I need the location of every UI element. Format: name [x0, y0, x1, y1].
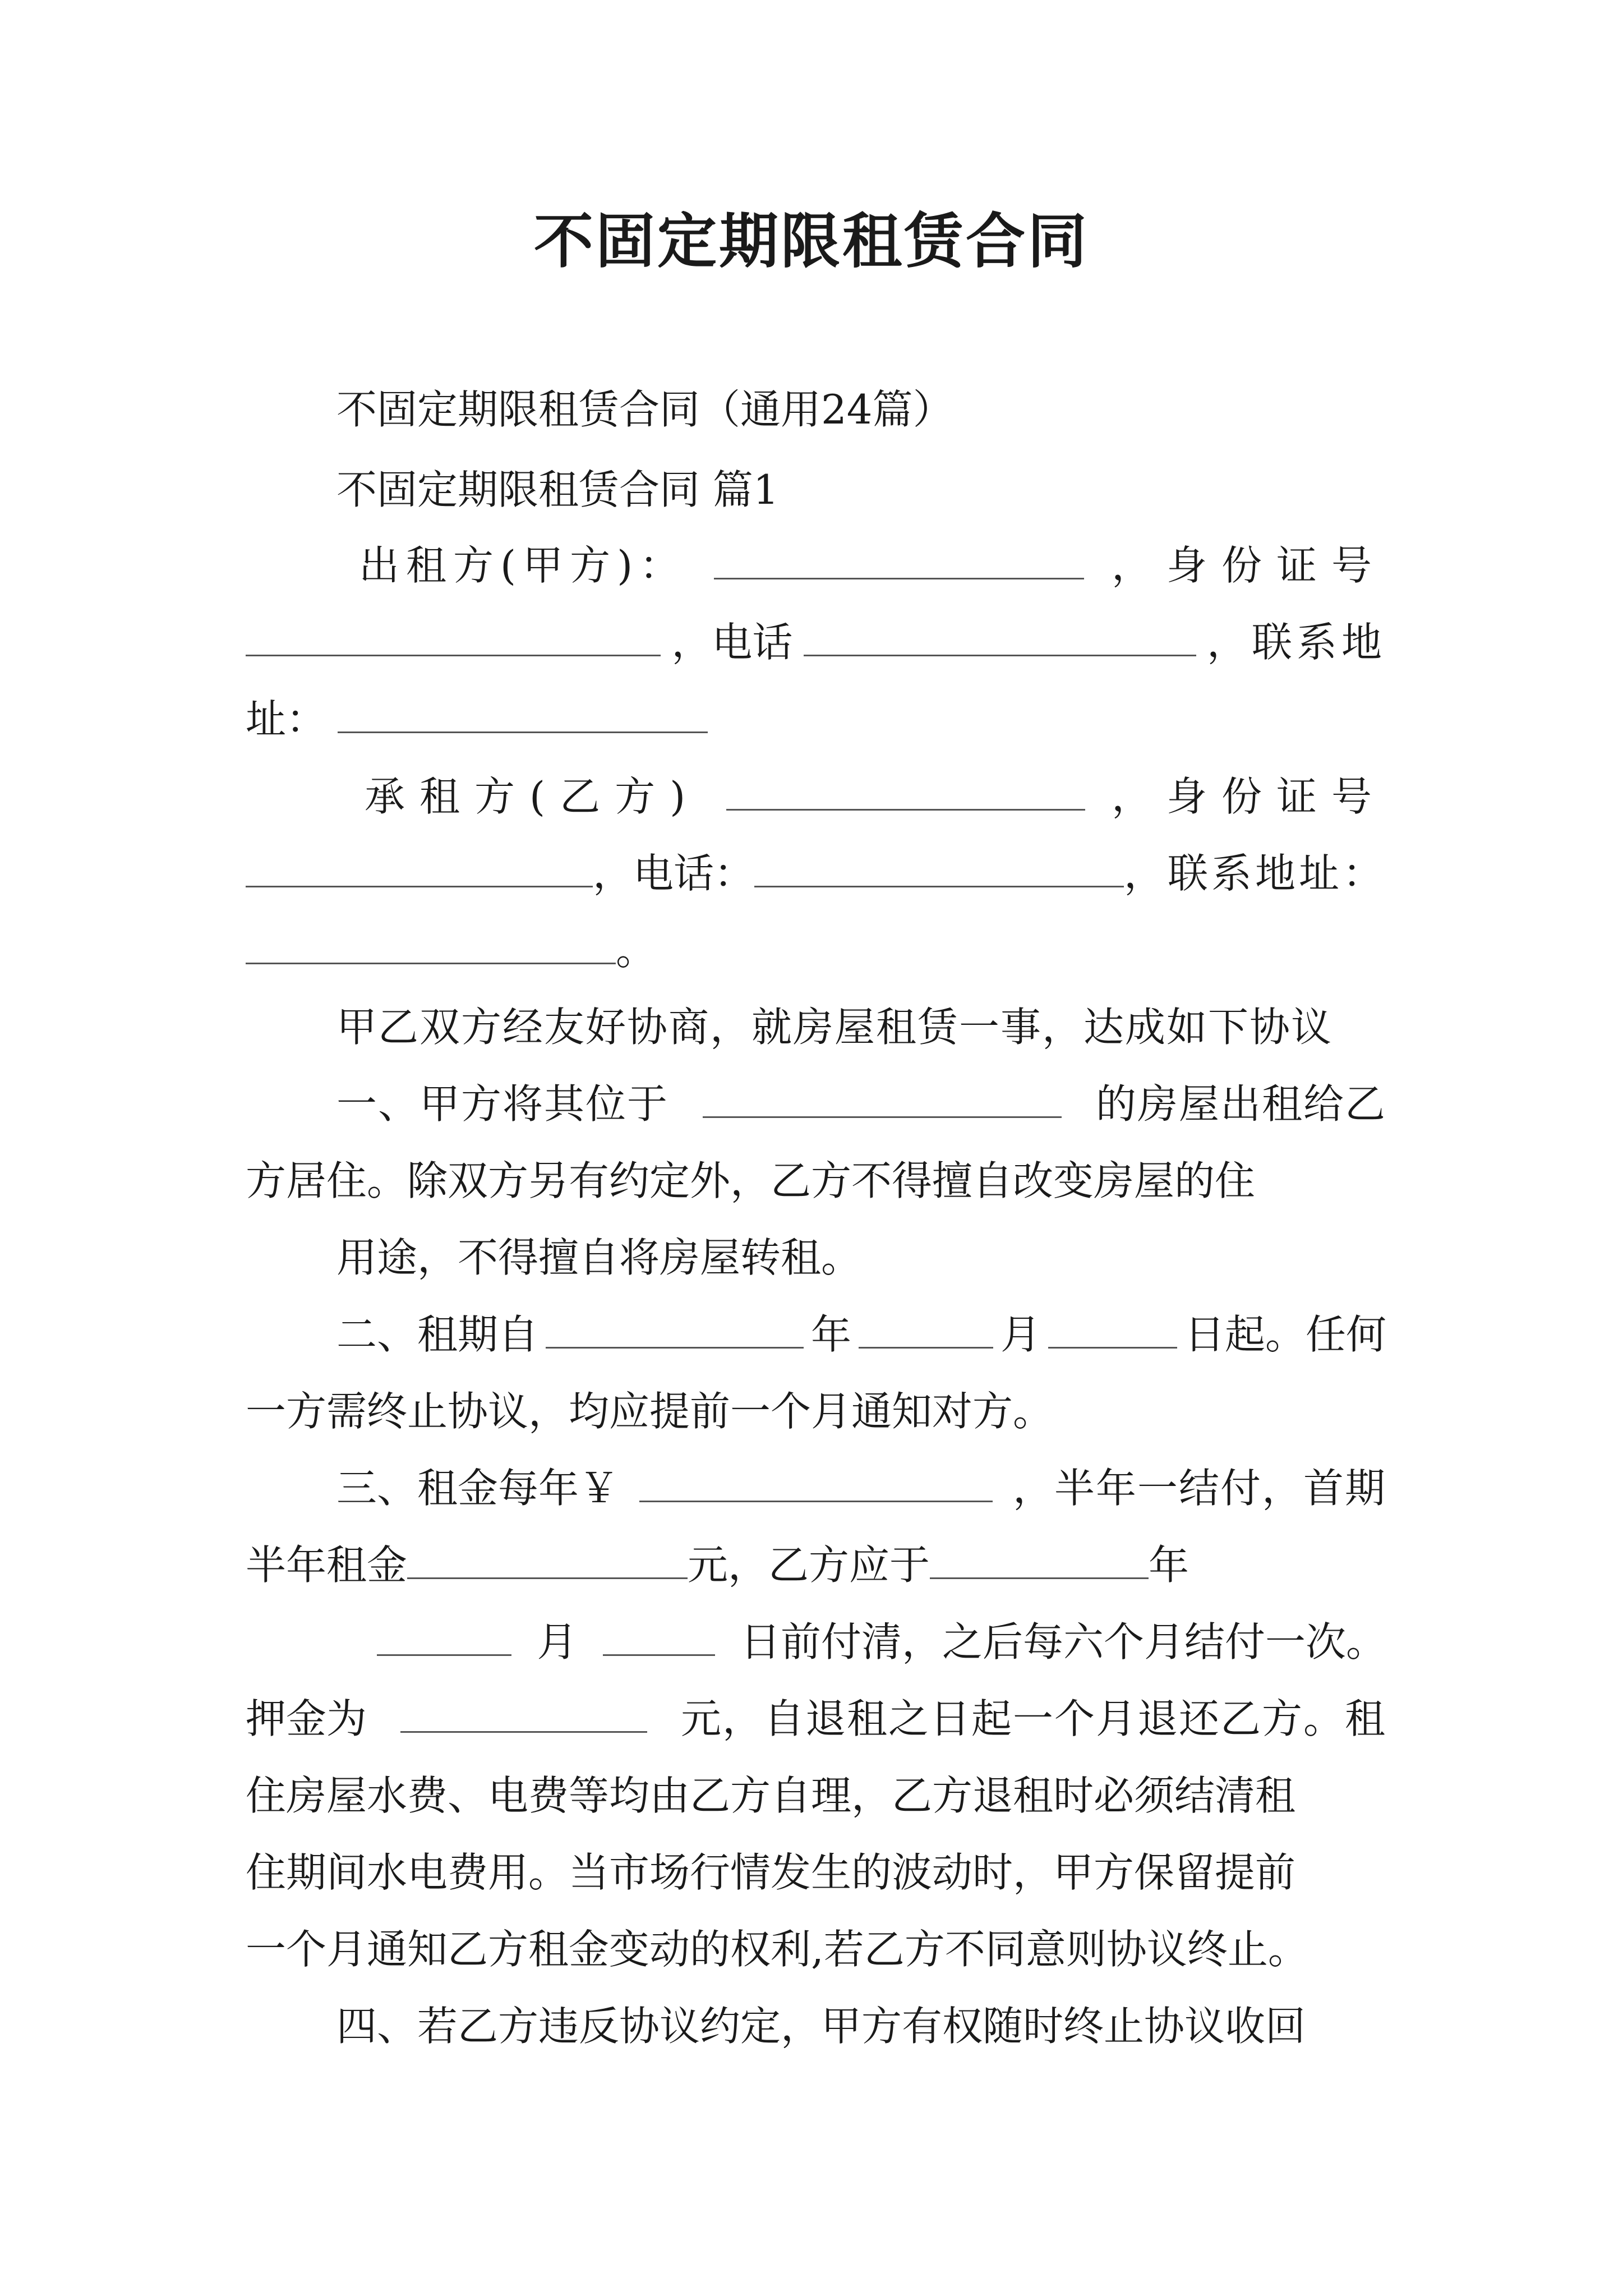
clause1-b: 的房屋出租给乙	[1095, 1080, 1386, 1128]
clause2-a: 二、租期自	[336, 1311, 539, 1358]
clause2-line-1	[336, 1306, 1386, 1363]
lessor-line-1	[359, 537, 1386, 593]
clause3-a: 三、租金每年￥	[336, 1465, 620, 1512]
lessor-address-blank	[338, 692, 708, 733]
clause4-line-1: 四、若乙方违反协议约定，甲方有权随时终止协议收回	[336, 2003, 1306, 2050]
clause1-line-3: 用途，不得擅自将房屋转租。	[336, 1234, 862, 1281]
lessee-line-1	[365, 769, 1386, 825]
agreement-intro: 甲乙双方经友好协商，就房屋租赁一事，达成如下协议	[336, 1004, 1333, 1051]
lessor-name-blank	[714, 539, 1084, 579]
clause1-line-1	[336, 1076, 1386, 1132]
clause2-day-start: 日起。任何	[1184, 1311, 1386, 1358]
lessee-address-label: ，联系地址：	[1123, 850, 1386, 897]
lessor-id-label: ，身份证号	[1111, 542, 1386, 589]
clause3-f: 日前付清，之后每六个月结付一次。	[740, 1618, 1386, 1665]
lessee-end: 。	[616, 927, 657, 974]
clause3-rent-blank	[639, 1461, 993, 1502]
lessee-label: 承租方(乙方)	[365, 773, 700, 820]
lessor-label: 出租方(甲方)：	[359, 542, 687, 589]
clause2-year: 年	[810, 1311, 851, 1358]
lessor-address-label: ，联系地	[1206, 619, 1386, 666]
clause2-month: 月	[1000, 1311, 1041, 1358]
clause3-half-rent-blank	[407, 1538, 688, 1579]
clause3-line-2	[246, 1537, 1386, 1593]
lessor-line-2	[246, 614, 1386, 670]
lessee-phone-blank	[754, 846, 1124, 887]
clause3-d: 元，乙方应于	[688, 1542, 930, 1589]
clause3-pay-day-blank	[603, 1615, 715, 1656]
document-title: 不固定期限租赁合同	[534, 206, 1089, 276]
clause3-month: 月	[537, 1618, 578, 1665]
clause3-c: 半年租金	[246, 1542, 408, 1589]
lessor-line-3	[246, 691, 1386, 747]
lessee-line-3	[246, 922, 1386, 978]
clause3-e: 年	[1149, 1542, 1189, 1589]
clause1-location-blank	[703, 1077, 1062, 1118]
lessee-id-blank	[246, 846, 593, 887]
clause3-b: ，半年一结付，首期	[1012, 1465, 1386, 1512]
clause1-line-2: 方居住。除双方另有约定外，乙方不得擅自改变房屋的住	[246, 1157, 1256, 1204]
clause3-line-4	[246, 1691, 1386, 1747]
lessor-phone-label: ，电话	[671, 619, 793, 666]
clause3-pay-month-blank	[377, 1615, 511, 1656]
lessor-phone-blank	[804, 615, 1196, 656]
lessee-phone-label: ，电话：	[593, 850, 755, 897]
clause3-g: 元，自退租之日起一个月退还乙方。租	[680, 1695, 1386, 1742]
clause3-line-5: 住房屋水费、电费等均由乙方自理，乙方退租时必须结清租	[246, 1772, 1296, 1819]
clause3-deposit: 押金为	[246, 1695, 367, 1742]
section-heading: 不固定期限租赁合同 篇1	[336, 466, 779, 513]
lessor-address-end: 址：	[246, 696, 327, 743]
lessee-name-blank	[726, 770, 1085, 811]
clause3-line-7: 一个月通知乙方租金变动的权利,若乙方不同意则协议终止。	[246, 1926, 1308, 1973]
clause2-month-blank	[859, 1308, 993, 1349]
lessee-address-blank	[246, 923, 616, 964]
clause1-a: 一、甲方将其位于	[336, 1080, 669, 1128]
clause2-day-blank	[1048, 1308, 1177, 1349]
contract-intro: 不固定期限租赁合同（通用24篇）	[336, 386, 953, 433]
lessee-id-label: ，身份证号	[1111, 773, 1386, 820]
clause3-line-3	[377, 1614, 1386, 1670]
clause3-pay-year-blank	[930, 1538, 1149, 1579]
clause3-deposit-blank	[400, 1692, 647, 1733]
clause3-line-1	[336, 1460, 1386, 1516]
clause3-line-6: 住期间水电费用。当市场行情发生的波动时，甲方保留提前	[246, 1849, 1296, 1896]
clause2-line-2: 一方需终止协议，均应提前一个月通知对方。	[246, 1388, 1054, 1435]
lessor-id-blank	[246, 615, 661, 656]
lessee-line-2	[246, 845, 1386, 901]
clause2-year-blank	[546, 1308, 804, 1349]
